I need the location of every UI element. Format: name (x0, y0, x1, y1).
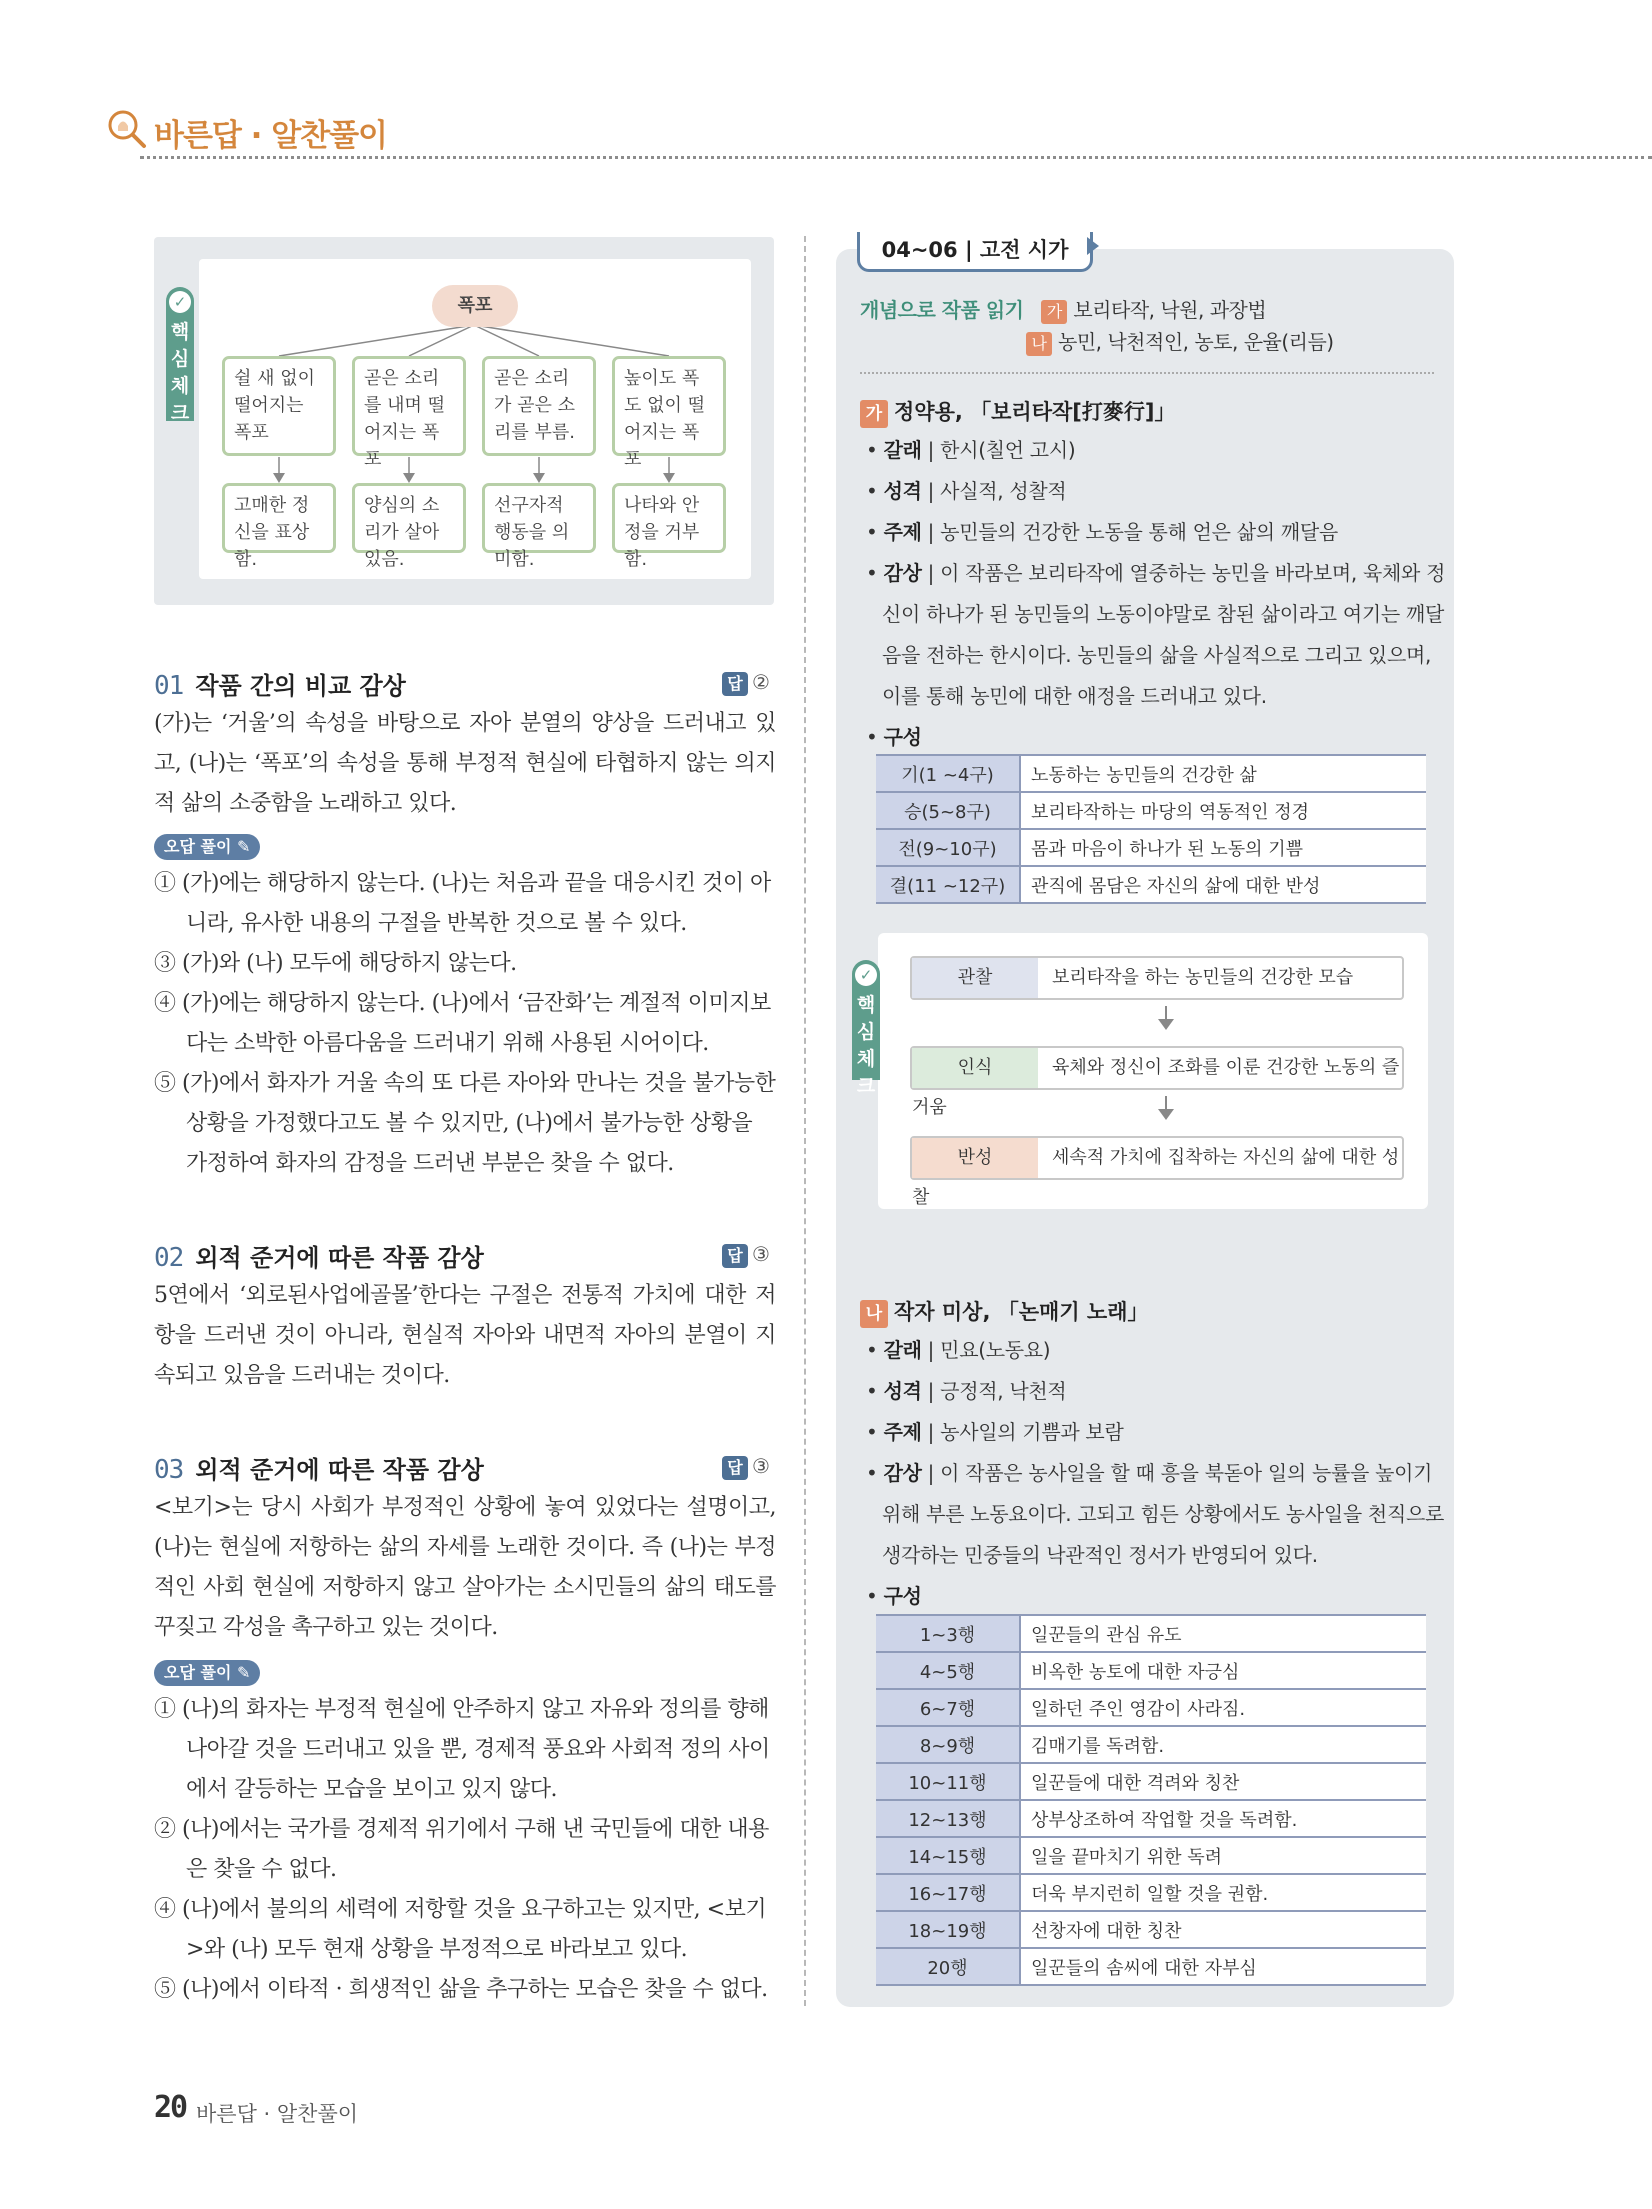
na-content-cell: 더욱 부지런히 일할 것을 권함. (1020, 1874, 1426, 1911)
question-01-option-4: ④ (가)에는 해당하지 않는다. (나)에서 ‘금잔화’는 계절적 이미지보다는 소박한 아름다움을 드러내기 위해 사용된 시어이다. (154, 991, 771, 1056)
wrong-answer-label-text: 오답 풀이 (164, 837, 232, 856)
question-01-option-1: ① (가)에는 해당하지 않는다. (나)는 처음과 끝을 대응시킨 것이 아니라, 유사한 내용의 구절을 반복한 것으로 볼 수 있다. (154, 871, 771, 936)
na-row (876, 1837, 1426, 1874)
question-01-option-3: ③ (가)와 (나) 모두에 해당하지 않는다. (154, 951, 517, 976)
na-character: • 성격 | 긍정적, 낙천적 (866, 1379, 1067, 1403)
na-row (876, 1615, 1426, 1652)
flow-step-value: 보리타작을 하는 농민들의 건강한 모습 (1052, 967, 1354, 988)
pencil-icon: ✎ (236, 1663, 251, 1682)
question-02-title: 외적 준거에 따른 작품 감상 (195, 1244, 484, 1272)
na-content-cell: 일꾼들의 관심 유도 (1020, 1615, 1426, 1652)
na-section-cell: 1~3행 (876, 1615, 1020, 1652)
ga-row (876, 792, 1426, 829)
answer-badge: 답 (722, 1456, 748, 1480)
ga-character-value: 사실적, 성찰적 (940, 479, 1067, 503)
section-tab: 04~06 | 고전 시가 (857, 232, 1093, 272)
ga-appreciation-key: 감상 (883, 561, 922, 585)
work-na-heading (860, 1296, 1148, 1328)
na-genre: • 갈래 | 민요(노동요) (866, 1338, 1051, 1362)
ga-row (876, 866, 1426, 903)
diagram-node-bottom-1: 고매한 정신을 표상함. (222, 483, 336, 553)
core-check-tab-label: 핵심체크 (170, 321, 190, 424)
na-section-cell: 20행 (876, 1948, 1020, 1985)
diagram-node-top-3: 곧은 소리가 곧은 소리를 부름. (482, 356, 596, 456)
core-check-tab (166, 287, 194, 424)
na-content-cell: 비옥한 농토에 대한 자긍심 (1020, 1652, 1426, 1689)
na-appreciation: • 감상 | 이 작품은 농사일을 할 때 흥을 북돋아 일의 능률을 높이기 위해 부른 노동요이다. 고되고 힘든 상황에서도 농사일을 천직으로 생각하는 민중들의 낙관적인 정서가 반영되어 있다. (866, 1461, 1444, 1567)
ga-genre: • 갈래 | 한시(칠언 고시) (866, 438, 1076, 462)
header-divider (140, 156, 1652, 159)
na-row (876, 1652, 1426, 1689)
na-row (876, 1911, 1426, 1948)
flow-step-reflect (910, 1136, 1404, 1208)
core-check-tab (852, 960, 880, 1097)
ga-genre-value: 한시(칠언 고시) (940, 438, 1076, 462)
ga-content-cell: 관직에 몸담은 자신의 삶에 대한 반성 (1020, 866, 1426, 903)
lightbulb-search-icon (106, 108, 148, 150)
concept-reading-label: 개념으로 작품 읽기 (860, 298, 1024, 322)
ga-theme-value: 농민들의 건강한 노동을 통해 얻은 삶의 깨달음 (940, 520, 1338, 544)
footer-title: 바른답 · 알찬풀이 (196, 2102, 359, 2126)
na-content-cell: 일을 끝마치기 위한 독려 (1020, 1837, 1426, 1874)
na-theme: • 주제 | 농사일의 기쁨과 보람 (866, 1420, 1124, 1444)
ga-content-cell: 몸과 마음이 하나가 된 노동의 기쁨 (1020, 829, 1426, 866)
ga-structure-table (876, 754, 1426, 904)
na-content-cell: 상부상조하여 작업할 것을 독려함. (1020, 1800, 1426, 1837)
na-section-cell: 6~7행 (876, 1689, 1020, 1726)
work-ga-heading (860, 396, 1176, 428)
question-01-option-5: ⑤ (가)에서 화자가 거울 속의 또 다른 자아와 만나는 것을 불가능한 상황을 가정했다고도 볼 수 있지만, (나)에서 불가능한 상황을 가정하여 화자의 감정을 드러낸 부분은 찾을 수 없다. (154, 1071, 776, 1176)
question-03-title: 외적 준거에 따른 작품 감상 (195, 1456, 484, 1484)
down-arrow-icon (1158, 1019, 1174, 1030)
diagram-node-bottom-4: 나타와 안정을 거부함. (612, 483, 726, 553)
ga-row (876, 829, 1426, 866)
badge-ga: 가 (1041, 300, 1067, 324)
answer-badge: 답 (722, 1244, 748, 1268)
concept-na-keywords: 농민, 낙천적인, 농토, 운율(리듬) (1058, 330, 1334, 354)
ga-character-key: 성격 (883, 479, 922, 503)
diagram-node-top-1: 쉴 새 없이 떨어지는 폭포 (222, 356, 336, 456)
badge-na: 나 (1026, 332, 1052, 356)
page-number: 20 (154, 2090, 187, 2125)
na-content-cell: 일꾼들에 대한 격려와 칭찬 (1020, 1763, 1426, 1800)
answer-value: ③ (752, 1242, 770, 1266)
header-title: 바른답 · 알찬풀이 (154, 118, 387, 154)
question-01-heading (154, 666, 406, 701)
pencil-icon: ✎ (236, 837, 251, 856)
ga-appreciation: • 감상 | 이 작품은 보리타작에 열중하는 농민을 바라보며, 육체와 정신이 하나가 된 농민들의 노동이야말로 참된 삶이라고 여기는 깨달음을 전하는 한시이다. 농민들의 삶을 사실적으로 그리고 있으며, 이를 통해 농민에 대한 애정을 드러내고 있다. (866, 561, 1446, 708)
na-row (876, 1800, 1426, 1837)
concept-reading-row-ga (860, 294, 1266, 324)
question-03-option-2: ② (나)에서는 국가를 경제적 위기에서 구해 낸 국민들에 대한 내용은 찾을 수 없다. (154, 1817, 769, 1882)
na-section-cell: 16~17행 (876, 1874, 1020, 1911)
flow-step-recognize (910, 1046, 1404, 1118)
ga-section-cell: 승(5~8구) (876, 792, 1020, 829)
flow-step-value: 세속적 가치에 집착하는 자신의 삶에 대한 성찰 (912, 1147, 1400, 1208)
question-02-answer (722, 1242, 770, 1268)
question-03-explanation: <보기>는 당시 사회가 부정적인 상황에 놓여 있었다는 설명이고, (나)는 현실에 저항하는 삶의 자세를 노래한 것이다. 즉 (나)는 부정적인 사회 현실에 저항하지 않고 살아가는 소시민들의 삶의 태도를 꾸짖고 각성을 촉구하고 있는 것이다. (154, 1495, 776, 1640)
flow-step-key: 인식 (912, 1048, 1038, 1088)
wrong-answer-label (154, 834, 260, 860)
na-content-cell: 선창자에 대한 칭찬 (1020, 1911, 1426, 1948)
wrong-answer-label (154, 1660, 260, 1686)
na-structure-key: 구성 (883, 1584, 922, 1608)
question-02-number: 02 (154, 1243, 184, 1273)
na-structure: • 구성 (866, 1584, 922, 1608)
wrong-answer-label-text: 오답 풀이 (164, 1663, 232, 1682)
na-row (876, 1763, 1426, 1800)
question-01-number: 01 (154, 671, 184, 701)
na-section-cell: 4~5행 (876, 1652, 1020, 1689)
badge-na: 나 (860, 1300, 888, 1328)
na-genre-value: 민요(노동요) (940, 1338, 1051, 1362)
badge-ga: 가 (860, 400, 888, 428)
na-row (876, 1726, 1426, 1763)
ga-theme: • 주제 | 농민들의 건강한 노동을 통해 얻은 삶의 깨달음 (866, 520, 1338, 544)
check-icon: ✓ (169, 291, 191, 313)
concept-ga-keywords: 보리타작, 낙원, 과장법 (1073, 298, 1267, 322)
na-row (876, 1874, 1426, 1911)
ga-structure-key: 구성 (883, 725, 922, 749)
ga-character: • 성격 | 사실적, 성찰적 (866, 479, 1067, 503)
na-character-key: 성격 (883, 1379, 922, 1403)
ga-row (876, 755, 1426, 792)
na-appreciation-value: 이 작품은 농사일을 할 때 흥을 북돋아 일의 능률을 높이기 위해 부른 노동요이다. 고되고 힘든 상황에서도 농사일을 천직으로 생각하는 민중들의 낙관적인 정서가 반영되어 있다. (882, 1461, 1444, 1567)
na-content-cell: 일꾼들의 솜씨에 대한 자부심 (1020, 1948, 1426, 1985)
question-02-heading (154, 1238, 484, 1273)
question-01-answer (722, 670, 770, 696)
question-02-explanation: 5연에서 ‘외로된사업에골몰’한다는 구절은 전통적 가치에 대한 저항을 드러낸 것이 아니라, 현실적 자아와 내면적 자아의 분열이 지속되고 있음을 드러내는 것이다. (154, 1283, 776, 1388)
na-row (876, 1948, 1426, 1985)
column-divider (804, 236, 806, 2006)
down-arrow-icon (1158, 1109, 1174, 1120)
na-section-cell: 8~9행 (876, 1726, 1020, 1763)
na-section-cell: 14~15행 (876, 1837, 1020, 1874)
work-ga-title: 정약용, 「보리타작[打麥行]」 (894, 400, 1176, 424)
section-tab-arrow (1087, 237, 1099, 255)
ga-genre-key: 갈래 (883, 438, 922, 462)
na-content-cell: 일하던 주인 영감이 사라짐. (1020, 1689, 1426, 1726)
na-row (876, 1689, 1426, 1726)
na-character-value: 긍정적, 낙천적 (940, 1379, 1067, 1403)
flow-arrow-line (1165, 1006, 1167, 1020)
ga-section-cell: 결(11 ~12구) (876, 866, 1020, 903)
ga-structure: • 구성 (866, 725, 922, 749)
question-03-option-1: ① (나)의 화자는 부정적 현실에 안주하지 않고 자유와 정의를 향해 나아갈 것을 드러내고 있을 뿐, 경제적 풍요와 사회적 정의 사이에서 갈등하는 모습을 보이고 있지 않다. (154, 1697, 770, 1802)
ga-appreciation-value: 이 작품은 보리타작에 열중하는 농민을 바라보며, 육체와 정신이 하나가 된 농민들의 노동이야말로 참된 삶이라고 여기는 깨달음을 전하는 한시이다. 농민들의 삶을 사실적으로 그리고 있으며, 이를 통해 농민에 대한 애정을 드러내고 있다. (882, 561, 1446, 708)
diagram-root-node: 폭포 (432, 285, 518, 327)
ga-section-cell: 전(9~10구) (876, 829, 1020, 866)
flow-step-value: 육체와 정신이 조화를 이룬 건강한 노동의 즐거움 (912, 1057, 1400, 1118)
na-theme-key: 주제 (883, 1420, 922, 1444)
question-03-answer (722, 1454, 770, 1480)
answer-value: ② (752, 670, 770, 694)
question-03-heading (154, 1450, 484, 1485)
diagram-node-bottom-3: 선구자적 행동을 의미함. (482, 483, 596, 553)
ga-content-cell: 보리타작하는 마당의 역동적인 정경 (1020, 792, 1426, 829)
diagram-node-top-4: 높이도 폭도 없이 떨어지는 폭포 (612, 356, 726, 456)
diagram-node-top-2: 곧은 소리를 내며 떨어지는 폭포 (352, 356, 466, 456)
question-03-option-5: ⑤ (나)에서 이타적 · 희생적인 삶을 추구하는 모습은 찾을 수 없다. (154, 1977, 768, 2002)
na-structure-table (876, 1614, 1426, 1986)
question-03-number: 03 (154, 1455, 184, 1485)
na-theme-value: 농사일의 기쁨과 보람 (940, 1420, 1124, 1444)
check-icon: ✓ (855, 964, 877, 986)
diagram-node-bottom-2: 양심의 소리가 살아 있음. (352, 483, 466, 553)
concept-reading-row-na (1026, 326, 1334, 356)
dotted-separator (860, 372, 1434, 374)
question-01-explanation: (가)는 ‘거울’의 속성을 바탕으로 자아 분열의 양상을 드러내고 있고, (나)는 ‘폭포’의 속성을 통해 부정적 현실에 타협하지 않는 의지적 삶의 소중함을 노래하고 있다. (154, 711, 776, 816)
flow-arrow-line (1165, 1096, 1167, 1110)
na-appreciation-key: 감상 (883, 1461, 922, 1485)
question-03-option-4: ④ (나)에서 불의의 세력에 저항할 것을 요구하고는 있지만, <보기>와 (나) 모두 현재 상황을 부정적으로 바라보고 있다. (154, 1897, 767, 1962)
na-genre-key: 갈래 (883, 1338, 922, 1362)
na-section-cell: 10~11행 (876, 1763, 1020, 1800)
flow-step-key: 반성 (912, 1138, 1038, 1178)
na-content-cell: 김매기를 독려함. (1020, 1726, 1426, 1763)
na-section-cell: 12~13행 (876, 1800, 1020, 1837)
answer-value: ③ (752, 1454, 770, 1478)
question-01-title: 작품 간의 비교 감상 (195, 672, 406, 700)
answer-badge: 답 (722, 672, 748, 696)
core-check-tab-label: 핵심체크 (856, 994, 876, 1097)
ga-section-cell: 기(1 ~4구) (876, 755, 1020, 792)
ga-theme-key: 주제 (883, 520, 922, 544)
flow-step-observe (910, 956, 1404, 1000)
ga-content-cell: 노동하는 농민들의 건강한 삶 (1020, 755, 1426, 792)
na-section-cell: 18~19행 (876, 1911, 1020, 1948)
work-na-title: 작자 미상, 「논매기 노래」 (894, 1300, 1149, 1324)
flow-step-key: 관찰 (912, 958, 1038, 998)
